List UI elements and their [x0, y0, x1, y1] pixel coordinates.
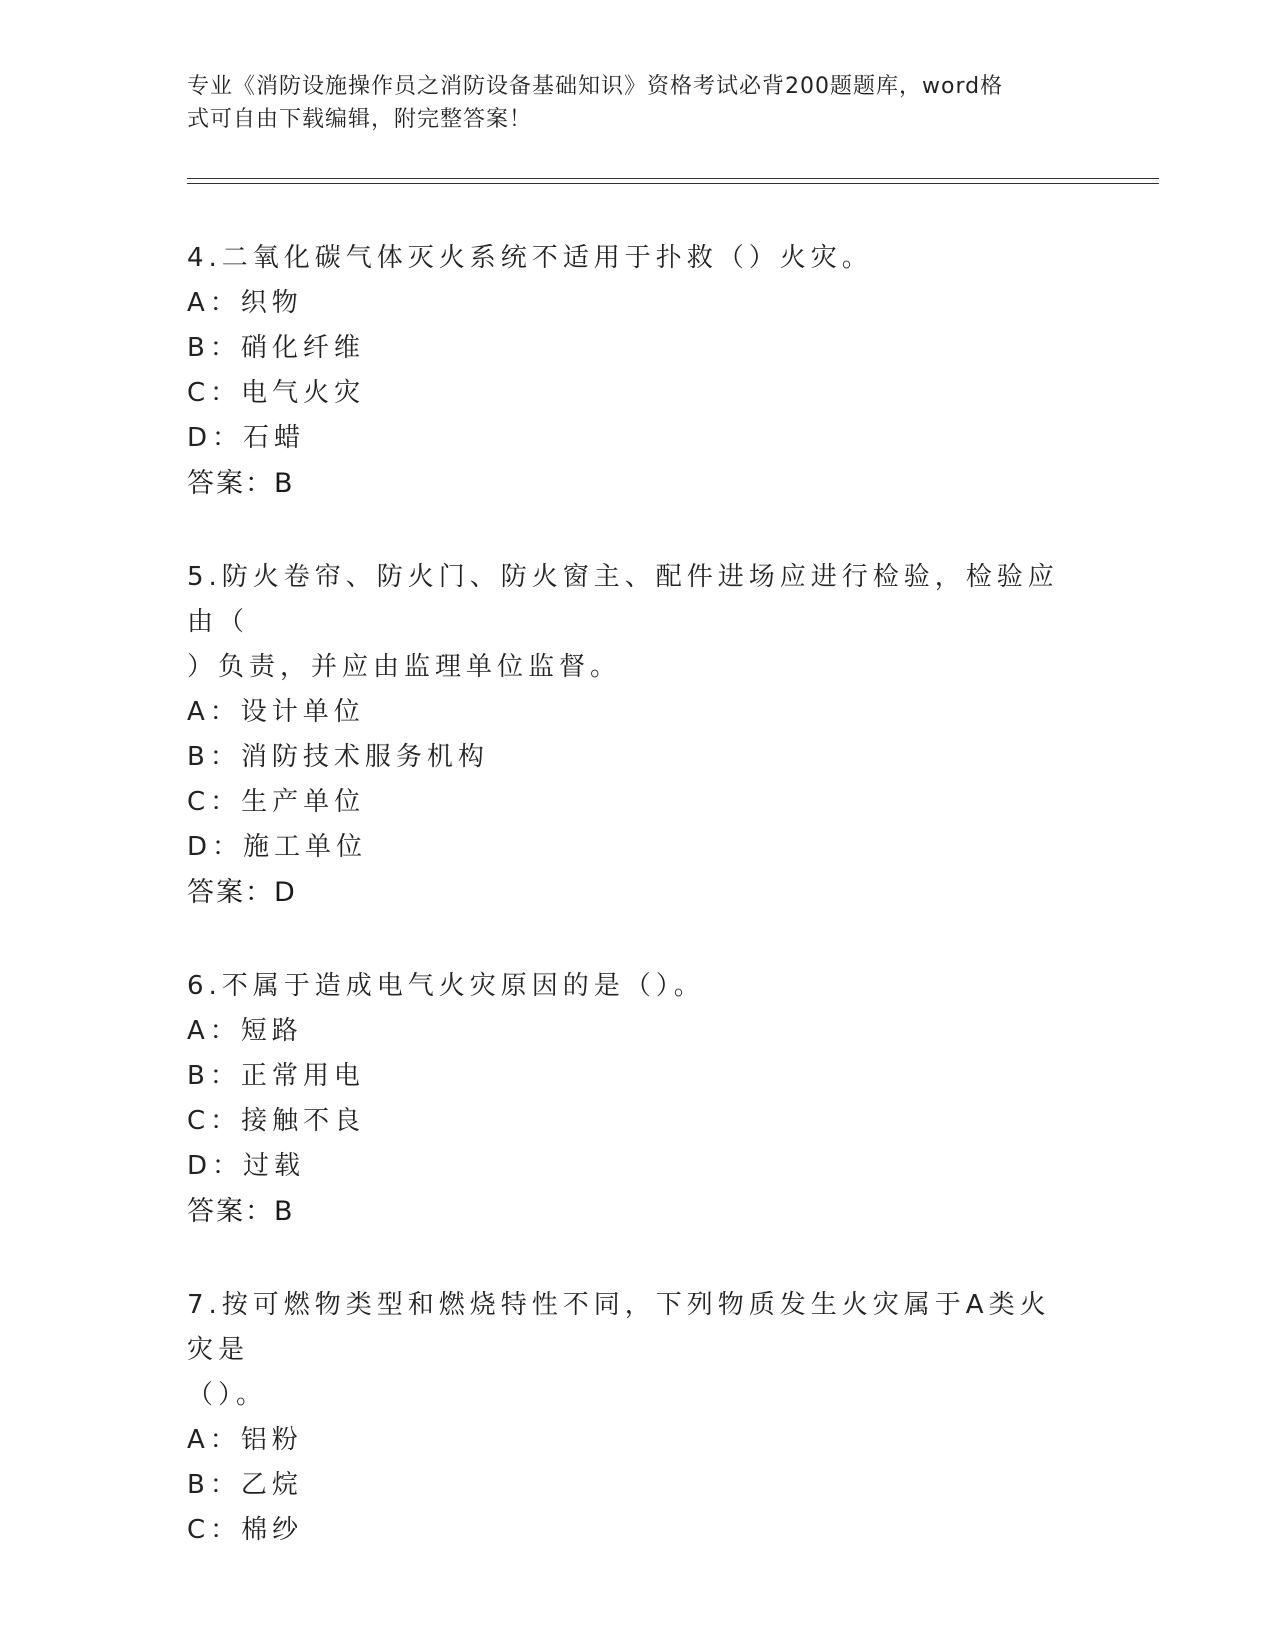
option-c: C：接触不良	[187, 1106, 366, 1136]
answer: 答案：B	[187, 1196, 295, 1227]
option-b: B：消防技术服务机构	[187, 742, 489, 772]
document-header: 专业《消防设施操作员之消防设备基础知识》资格考试必背200题题库，word格 式可自由下载编辑，附完整答案！	[187, 74, 1004, 132]
option-a: A：织物	[187, 288, 303, 318]
option-a: A：铝粉	[187, 1425, 303, 1455]
question-stem: 7.按可燃物类型和燃烧特性不同，下列物质发生火灾属于A类火灾是 （）。	[187, 1290, 1051, 1410]
question-stem: 4.二氧化碳气体灭火系统不适用于扑救（）火灾。	[187, 243, 873, 273]
option-b: B：硝化纤维	[187, 333, 365, 363]
question-stem: 6.不属于造成电气火灾原因的是（）。	[187, 971, 705, 1001]
option-a: A：短路	[187, 1016, 303, 1046]
option-d: D：过载	[187, 1151, 306, 1181]
option-c: C：棉纱	[187, 1515, 304, 1545]
question-7	[187, 1283, 1067, 1553]
option-a: A：设计单位	[187, 697, 365, 727]
option-d: D：石蜡	[187, 423, 306, 453]
option-c: C：生产单位	[187, 787, 366, 817]
question-list	[187, 236, 1067, 1602]
answer: 答案：B	[187, 468, 295, 499]
question-6	[187, 964, 1067, 1234]
header-divider-bottom	[187, 183, 1159, 184]
answer: 答案：D	[187, 877, 297, 908]
question-4	[187, 236, 1067, 506]
question-5	[187, 555, 1067, 915]
option-c: C：电气火灾	[187, 378, 366, 408]
option-b: B：乙烷	[187, 1470, 303, 1500]
option-b: B：正常用电	[187, 1061, 365, 1091]
header-divider-top	[187, 178, 1159, 179]
option-d: D：施工单位	[187, 832, 368, 862]
question-stem: 5.防火卷帘、防火门、防火窗主、配件进场应进行检验，检验应由（ ）负责，并应由监理单位监督。	[187, 562, 1059, 682]
